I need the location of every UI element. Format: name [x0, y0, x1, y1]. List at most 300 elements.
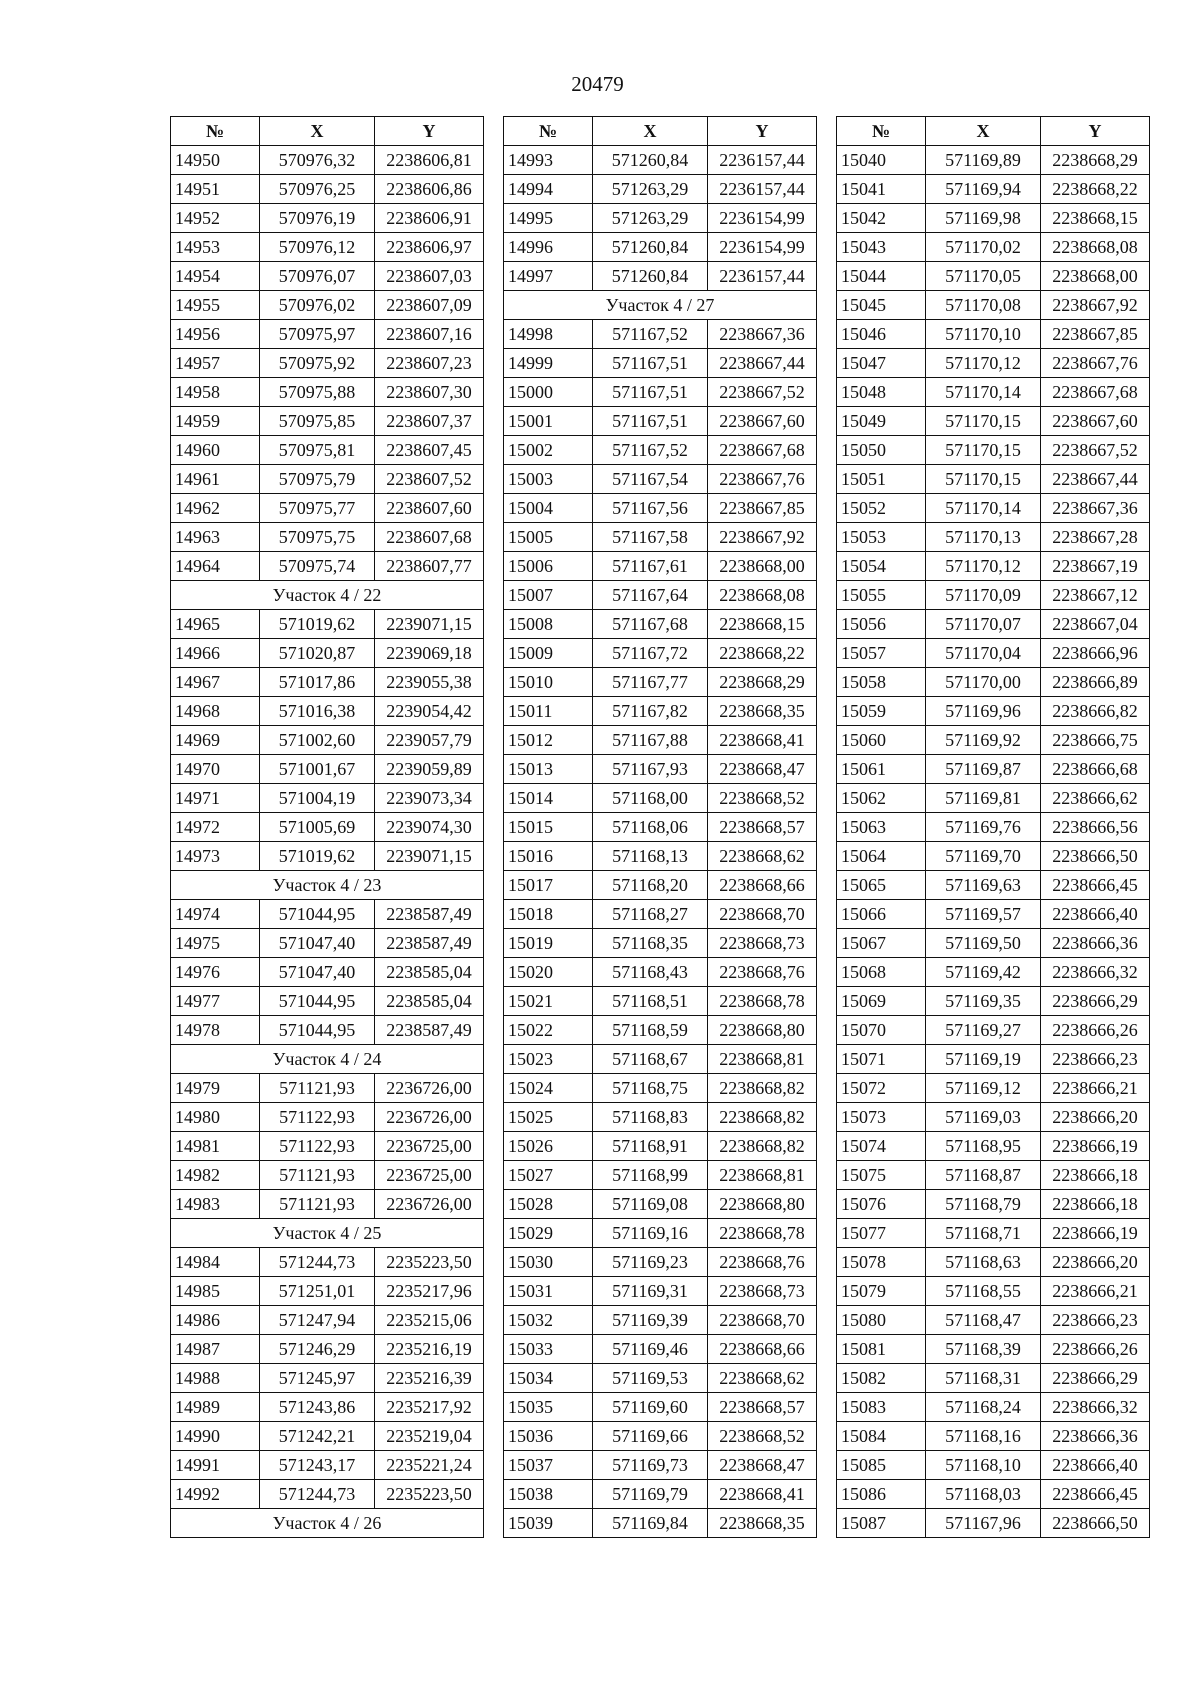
- y-coordinate: 2238666,45: [1041, 871, 1150, 900]
- x-coordinate: 571169,42: [926, 958, 1041, 987]
- point-number: 15030: [504, 1248, 593, 1277]
- y-coordinate: 2238666,32: [1041, 958, 1150, 987]
- point-number: 14954: [171, 262, 260, 291]
- coordinate-table-column-3: [836, 116, 1150, 1538]
- table-row: [504, 320, 817, 349]
- y-coordinate: 2239054,42: [375, 697, 484, 726]
- point-number: 15080: [837, 1306, 926, 1335]
- point-number: 15037: [504, 1451, 593, 1480]
- point-number: 15048: [837, 378, 926, 407]
- point-number: 14958: [171, 378, 260, 407]
- coordinate-table: [170, 116, 484, 1538]
- table-row: [171, 175, 484, 204]
- point-number: 15008: [504, 610, 593, 639]
- y-coordinate: 2238667,04: [1041, 610, 1150, 639]
- coordinate-table-column-2: [503, 116, 817, 1538]
- point-number: 15058: [837, 668, 926, 697]
- table-row: [504, 1277, 817, 1306]
- y-coordinate: 2239057,79: [375, 726, 484, 755]
- point-number: 15021: [504, 987, 593, 1016]
- point-number: 15065: [837, 871, 926, 900]
- point-number: 15041: [837, 175, 926, 204]
- y-coordinate: 2238666,82: [1041, 697, 1150, 726]
- table-row: [171, 842, 484, 871]
- table-row: [171, 726, 484, 755]
- point-number: 14993: [504, 146, 593, 175]
- table-row: [837, 1161, 1150, 1190]
- point-number: 15062: [837, 784, 926, 813]
- y-coordinate: 2238607,37: [375, 407, 484, 436]
- y-coordinate: 2238667,68: [1041, 378, 1150, 407]
- table-row: [504, 175, 817, 204]
- x-coordinate: 571263,29: [593, 204, 708, 233]
- x-coordinate: 571168,10: [926, 1451, 1041, 1480]
- x-coordinate: 571167,82: [593, 697, 708, 726]
- table-row: [837, 175, 1150, 204]
- point-number: 15040: [837, 146, 926, 175]
- table-row: [504, 987, 817, 1016]
- table-row: [504, 1248, 817, 1277]
- y-coordinate: 2238668,73: [708, 929, 817, 958]
- y-coordinate: 2235215,06: [375, 1306, 484, 1335]
- point-number: 15038: [504, 1480, 593, 1509]
- point-number: 14972: [171, 813, 260, 842]
- point-number: 15043: [837, 233, 926, 262]
- x-coordinate: 571169,94: [926, 175, 1041, 204]
- y-coordinate: 2236157,44: [708, 175, 817, 204]
- point-number: 14999: [504, 349, 593, 378]
- y-coordinate: 2238666,62: [1041, 784, 1150, 813]
- point-number: 14987: [171, 1335, 260, 1364]
- point-number: 14959: [171, 407, 260, 436]
- x-coordinate: 571170,13: [926, 523, 1041, 552]
- point-number: 14979: [171, 1074, 260, 1103]
- y-coordinate: 2235221,24: [375, 1451, 484, 1480]
- y-coordinate: 2238667,76: [1041, 349, 1150, 378]
- x-coordinate: 571170,09: [926, 581, 1041, 610]
- x-coordinate: 571167,77: [593, 668, 708, 697]
- point-number: 15081: [837, 1335, 926, 1364]
- table-row: [171, 900, 484, 929]
- point-number: 14984: [171, 1248, 260, 1277]
- y-coordinate: 2238667,60: [708, 407, 817, 436]
- table-row: [837, 291, 1150, 320]
- table-row: [837, 697, 1150, 726]
- table-row: [504, 784, 817, 813]
- point-number: 15028: [504, 1190, 593, 1219]
- y-coordinate: 2238667,52: [1041, 436, 1150, 465]
- table-row: [837, 1190, 1150, 1219]
- x-coordinate: 571169,03: [926, 1103, 1041, 1132]
- table-row: [837, 958, 1150, 987]
- point-number: 14964: [171, 552, 260, 581]
- y-coordinate: 2238667,68: [708, 436, 817, 465]
- point-number: 15033: [504, 1335, 593, 1364]
- x-coordinate: 571167,68: [593, 610, 708, 639]
- x-coordinate: 571001,67: [260, 755, 375, 784]
- y-coordinate: 2238607,03: [375, 262, 484, 291]
- x-coordinate: 571243,17: [260, 1451, 375, 1480]
- y-coordinate: 2238668,00: [708, 552, 817, 581]
- point-number: 15046: [837, 320, 926, 349]
- point-number: 14978: [171, 1016, 260, 1045]
- y-coordinate: 2238667,36: [1041, 494, 1150, 523]
- x-coordinate: 571170,04: [926, 639, 1041, 668]
- x-coordinate: 570975,81: [260, 436, 375, 465]
- x-coordinate: 571170,00: [926, 668, 1041, 697]
- point-number: 15031: [504, 1277, 593, 1306]
- y-coordinate: 2239059,89: [375, 755, 484, 784]
- x-coordinate: 570976,12: [260, 233, 375, 262]
- point-number: 15052: [837, 494, 926, 523]
- table-row: [171, 610, 484, 639]
- table-row: [837, 1364, 1150, 1393]
- y-coordinate: 2238587,49: [375, 900, 484, 929]
- table-row: [504, 1103, 817, 1132]
- point-number: 15015: [504, 813, 593, 842]
- x-coordinate: 571169,89: [926, 146, 1041, 175]
- table-row: [504, 262, 817, 291]
- point-number: 14983: [171, 1190, 260, 1219]
- point-number: 15006: [504, 552, 593, 581]
- x-coordinate: 571121,93: [260, 1190, 375, 1219]
- y-coordinate: 2238668,29: [1041, 146, 1150, 175]
- table-row: [504, 233, 817, 262]
- point-number: 14955: [171, 291, 260, 320]
- point-number: 15078: [837, 1248, 926, 1277]
- y-coordinate: 2238667,60: [1041, 407, 1150, 436]
- x-coordinate: 571168,59: [593, 1016, 708, 1045]
- y-coordinate: 2238666,23: [1041, 1306, 1150, 1335]
- y-coordinate: 2238666,96: [1041, 639, 1150, 668]
- point-number: 15012: [504, 726, 593, 755]
- point-number: 15079: [837, 1277, 926, 1306]
- x-coordinate: 571170,12: [926, 349, 1041, 378]
- x-coordinate: 571169,39: [593, 1306, 708, 1335]
- x-coordinate: 571260,84: [593, 233, 708, 262]
- x-coordinate: 571168,13: [593, 842, 708, 871]
- table-row: [837, 465, 1150, 494]
- point-number: 15075: [837, 1161, 926, 1190]
- table-row: [504, 465, 817, 494]
- x-coordinate: 570975,85: [260, 407, 375, 436]
- point-number: 14998: [504, 320, 593, 349]
- y-coordinate: 2238668,41: [708, 1480, 817, 1509]
- point-number: 14980: [171, 1103, 260, 1132]
- table-row: [504, 668, 817, 697]
- x-coordinate: 571002,60: [260, 726, 375, 755]
- table-header-row: [504, 117, 817, 146]
- table-row: [504, 1219, 817, 1248]
- point-number: 14963: [171, 523, 260, 552]
- point-number: 15085: [837, 1451, 926, 1480]
- point-number: 15068: [837, 958, 926, 987]
- table-row: [504, 1016, 817, 1045]
- section-row: [171, 581, 484, 610]
- point-number: 15024: [504, 1074, 593, 1103]
- x-coordinate: 571168,39: [926, 1335, 1041, 1364]
- point-number: 15017: [504, 871, 593, 900]
- x-coordinate: 571167,93: [593, 755, 708, 784]
- point-number: 15044: [837, 262, 926, 291]
- y-coordinate: 2238607,30: [375, 378, 484, 407]
- table-row: [171, 407, 484, 436]
- point-number: 15009: [504, 639, 593, 668]
- y-coordinate: 2238668,08: [1041, 233, 1150, 262]
- y-coordinate: 2235223,50: [375, 1480, 484, 1509]
- point-number: 15050: [837, 436, 926, 465]
- x-coordinate: 571004,19: [260, 784, 375, 813]
- point-number: 15001: [504, 407, 593, 436]
- y-coordinate: 2238668,47: [708, 755, 817, 784]
- x-coordinate: 571242,21: [260, 1422, 375, 1451]
- y-coordinate: 2238668,82: [708, 1103, 817, 1132]
- point-number: 15076: [837, 1190, 926, 1219]
- x-coordinate: 571167,72: [593, 639, 708, 668]
- header-number: №: [171, 117, 260, 146]
- point-number: 15014: [504, 784, 593, 813]
- y-coordinate: 2238668,08: [708, 581, 817, 610]
- y-coordinate: 2238668,57: [708, 1393, 817, 1422]
- x-coordinate: 571169,81: [926, 784, 1041, 813]
- table-row: [504, 697, 817, 726]
- y-coordinate: 2238668,57: [708, 813, 817, 842]
- x-coordinate: 571167,88: [593, 726, 708, 755]
- header-x: X: [260, 117, 375, 146]
- table-row: [171, 1422, 484, 1451]
- x-coordinate: 570976,19: [260, 204, 375, 233]
- point-number: 15059: [837, 697, 926, 726]
- table-row: [837, 349, 1150, 378]
- y-coordinate: 2238606,81: [375, 146, 484, 175]
- point-number: 14989: [171, 1393, 260, 1422]
- point-number: 15013: [504, 755, 593, 784]
- y-coordinate: 2238607,52: [375, 465, 484, 494]
- table-row: [837, 1335, 1150, 1364]
- table-row: [171, 465, 484, 494]
- y-coordinate: 2238668,80: [708, 1190, 817, 1219]
- table-row: [837, 1277, 1150, 1306]
- table-row: [504, 1190, 817, 1219]
- section-title: Участок 4 / 22: [171, 581, 484, 610]
- y-coordinate: 2238668,73: [708, 1277, 817, 1306]
- y-coordinate: 2238668,47: [708, 1451, 817, 1480]
- point-number: 15072: [837, 1074, 926, 1103]
- x-coordinate: 571167,64: [593, 581, 708, 610]
- table-row: [171, 755, 484, 784]
- y-coordinate: 2238668,76: [708, 1248, 817, 1277]
- x-coordinate: 571168,35: [593, 929, 708, 958]
- table-row: [504, 1045, 817, 1074]
- y-coordinate: 2236157,44: [708, 146, 817, 175]
- x-coordinate: 571167,56: [593, 494, 708, 523]
- y-coordinate: 2238666,19: [1041, 1219, 1150, 1248]
- x-coordinate: 571121,93: [260, 1074, 375, 1103]
- y-coordinate: 2236725,00: [375, 1161, 484, 1190]
- point-number: 14960: [171, 436, 260, 465]
- x-coordinate: 571245,97: [260, 1364, 375, 1393]
- x-coordinate: 571169,63: [926, 871, 1041, 900]
- table-row: [171, 378, 484, 407]
- x-coordinate: 571170,12: [926, 552, 1041, 581]
- point-number: 15049: [837, 407, 926, 436]
- point-number: 15026: [504, 1132, 593, 1161]
- header-x: X: [926, 117, 1041, 146]
- table-row: [504, 1161, 817, 1190]
- y-coordinate: 2236157,44: [708, 262, 817, 291]
- table-row: [171, 1103, 484, 1132]
- table-row: [504, 813, 817, 842]
- point-number: 15039: [504, 1509, 593, 1538]
- table-row: [837, 1045, 1150, 1074]
- table-row: [171, 639, 484, 668]
- point-number: 14981: [171, 1132, 260, 1161]
- y-coordinate: 2238668,15: [1041, 204, 1150, 233]
- section-title: Участок 4 / 24: [171, 1045, 484, 1074]
- y-coordinate: 2238666,26: [1041, 1016, 1150, 1045]
- x-coordinate: 571169,87: [926, 755, 1041, 784]
- x-coordinate: 570976,02: [260, 291, 375, 320]
- table-row: [837, 523, 1150, 552]
- y-coordinate: 2238666,68: [1041, 755, 1150, 784]
- y-coordinate: 2238607,45: [375, 436, 484, 465]
- x-coordinate: 570975,74: [260, 552, 375, 581]
- x-coordinate: 571169,92: [926, 726, 1041, 755]
- table-row: [504, 1422, 817, 1451]
- x-coordinate: 571170,15: [926, 465, 1041, 494]
- x-coordinate: 571260,84: [593, 262, 708, 291]
- x-coordinate: 571169,53: [593, 1364, 708, 1393]
- header-number: №: [504, 117, 593, 146]
- point-number: 14985: [171, 1277, 260, 1306]
- x-coordinate: 571019,62: [260, 842, 375, 871]
- table-row: [171, 697, 484, 726]
- y-coordinate: 2238607,09: [375, 291, 484, 320]
- table-row: [504, 204, 817, 233]
- x-coordinate: 571168,20: [593, 871, 708, 900]
- table-row: [837, 900, 1150, 929]
- x-coordinate: 571263,29: [593, 175, 708, 204]
- x-coordinate: 571169,70: [926, 842, 1041, 871]
- table-row: [504, 726, 817, 755]
- x-coordinate: 570976,25: [260, 175, 375, 204]
- x-coordinate: 571170,05: [926, 262, 1041, 291]
- y-coordinate: 2238666,21: [1041, 1277, 1150, 1306]
- point-number: 15022: [504, 1016, 593, 1045]
- point-number: 14961: [171, 465, 260, 494]
- y-coordinate: 2236725,00: [375, 1132, 484, 1161]
- table-row: [837, 1451, 1150, 1480]
- x-coordinate: 571169,08: [593, 1190, 708, 1219]
- point-number: 15023: [504, 1045, 593, 1074]
- y-coordinate: 2238585,04: [375, 958, 484, 987]
- y-coordinate: 2238607,16: [375, 320, 484, 349]
- y-coordinate: 2238668,15: [708, 610, 817, 639]
- point-number: 14986: [171, 1306, 260, 1335]
- point-number: 14950: [171, 146, 260, 175]
- x-coordinate: 571169,79: [593, 1480, 708, 1509]
- table-row: [837, 1074, 1150, 1103]
- x-coordinate: 571167,51: [593, 378, 708, 407]
- y-coordinate: 2238666,21: [1041, 1074, 1150, 1103]
- x-coordinate: 571251,01: [260, 1277, 375, 1306]
- x-coordinate: 571167,96: [926, 1509, 1041, 1538]
- table-row: [504, 610, 817, 639]
- y-coordinate: 2238666,40: [1041, 1451, 1150, 1480]
- x-coordinate: 571122,93: [260, 1103, 375, 1132]
- point-number: 15004: [504, 494, 593, 523]
- table-row: [837, 1219, 1150, 1248]
- point-number: 15034: [504, 1364, 593, 1393]
- x-coordinate: 571246,29: [260, 1335, 375, 1364]
- table-row: [504, 407, 817, 436]
- x-coordinate: 571168,87: [926, 1161, 1041, 1190]
- y-coordinate: 2238667,28: [1041, 523, 1150, 552]
- table-header-row: [171, 117, 484, 146]
- x-coordinate: 571017,86: [260, 668, 375, 697]
- table-row: [837, 146, 1150, 175]
- y-coordinate: 2238667,92: [708, 523, 817, 552]
- point-number: 14965: [171, 610, 260, 639]
- y-coordinate: 2238666,23: [1041, 1045, 1150, 1074]
- x-coordinate: 571170,15: [926, 407, 1041, 436]
- point-number: 15011: [504, 697, 593, 726]
- table-row: [171, 320, 484, 349]
- table-row: [171, 1132, 484, 1161]
- y-coordinate: 2238668,22: [1041, 175, 1150, 204]
- point-number: 14967: [171, 668, 260, 697]
- x-coordinate: 571044,95: [260, 900, 375, 929]
- x-coordinate: 571170,07: [926, 610, 1041, 639]
- table-row: [504, 581, 817, 610]
- y-coordinate: 2238666,36: [1041, 1422, 1150, 1451]
- table-row: [504, 1451, 817, 1480]
- x-coordinate: 571170,08: [926, 291, 1041, 320]
- table-row: [837, 407, 1150, 436]
- point-number: 14982: [171, 1161, 260, 1190]
- point-number: 15056: [837, 610, 926, 639]
- x-coordinate: 570975,92: [260, 349, 375, 378]
- table-row: [837, 1016, 1150, 1045]
- point-number: 14956: [171, 320, 260, 349]
- y-coordinate: 2238666,29: [1041, 987, 1150, 1016]
- x-coordinate: 571167,51: [593, 349, 708, 378]
- y-coordinate: 2238667,76: [708, 465, 817, 494]
- point-number: 15054: [837, 552, 926, 581]
- x-coordinate: 571167,52: [593, 436, 708, 465]
- section-row: [171, 1509, 484, 1538]
- point-number: 14990: [171, 1422, 260, 1451]
- y-coordinate: 2238667,19: [1041, 552, 1150, 581]
- table-row: [837, 1132, 1150, 1161]
- y-coordinate: 2238667,44: [1041, 465, 1150, 494]
- point-number: 14992: [171, 1480, 260, 1509]
- table-row: [504, 378, 817, 407]
- y-coordinate: 2238666,19: [1041, 1132, 1150, 1161]
- y-coordinate: 2238666,26: [1041, 1335, 1150, 1364]
- y-coordinate: 2238606,91: [375, 204, 484, 233]
- x-coordinate: 571168,43: [593, 958, 708, 987]
- x-coordinate: 571168,83: [593, 1103, 708, 1132]
- y-coordinate: 2235216,19: [375, 1335, 484, 1364]
- section-title: Участок 4 / 23: [171, 871, 484, 900]
- point-number: 15007: [504, 581, 593, 610]
- y-coordinate: 2238666,20: [1041, 1103, 1150, 1132]
- y-coordinate: 2236154,99: [708, 233, 817, 262]
- table-row: [171, 1248, 484, 1277]
- y-coordinate: 2238666,56: [1041, 813, 1150, 842]
- y-coordinate: 2238668,62: [708, 1364, 817, 1393]
